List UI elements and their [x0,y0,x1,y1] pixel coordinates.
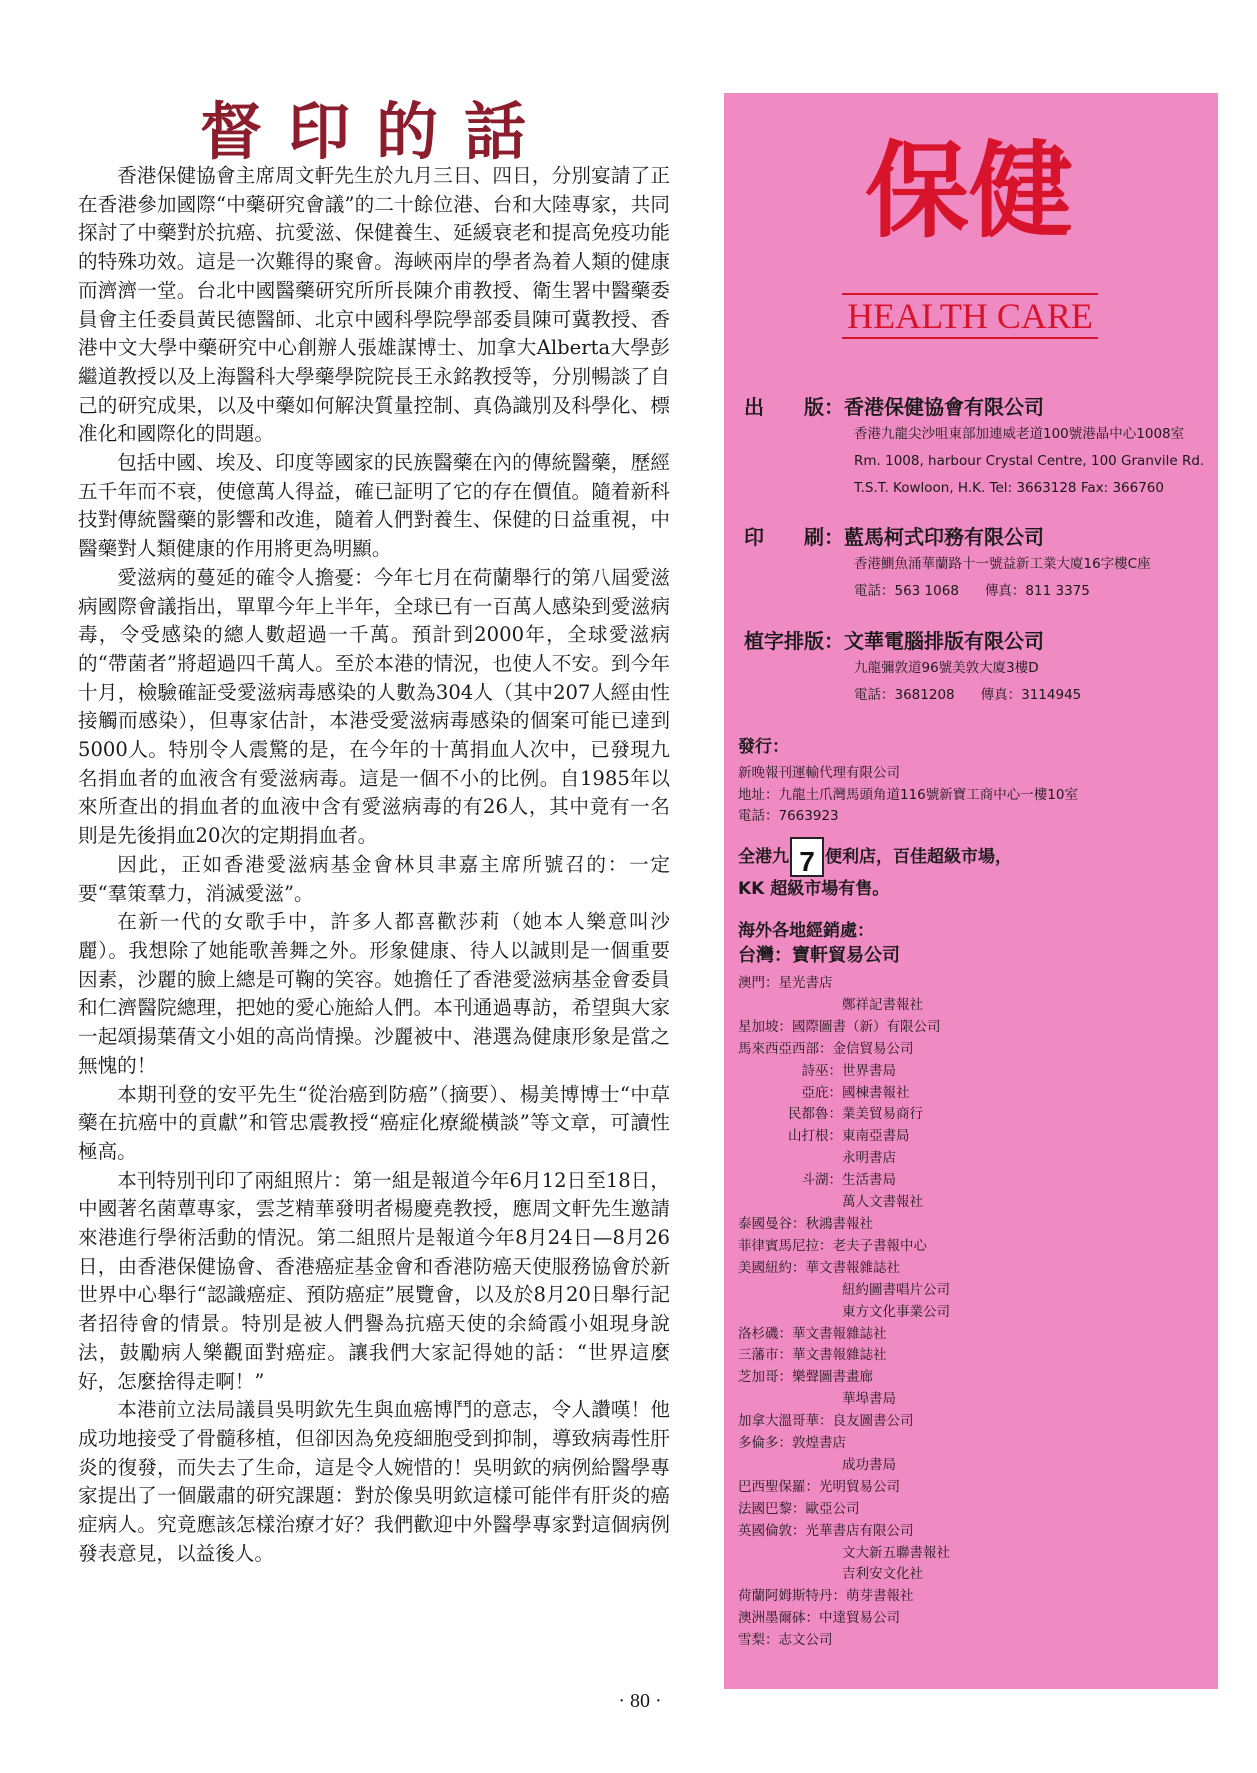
distributor-name: 金信貿易公司 [832,1040,914,1057]
typesetter-name: 文華電腦排版有限公司 [844,629,1044,653]
distributor-row [738,1236,1208,1258]
distributor-row [738,1083,1208,1105]
retail-block [738,837,1208,901]
distributor-row [738,1389,1208,1411]
distributor-row [738,1345,1208,1367]
distributor-row [738,1104,1208,1126]
typesetter-address: 九龍彌敦道96號美敦大廈3樓D [854,660,1039,676]
distributor-row [738,1521,1208,1543]
distributor-name: 萬人文書報社 [842,1194,923,1211]
distribution-company: 新晚報刊運輸代理有限公司 [738,765,900,781]
publisher-block [744,393,1204,502]
article-paragraph: 香港保健協會主席周文軒先生於九月三日、四日，分別宴請了正在香港參加國際“中藥研究會議”的二十餘位港、台和大陸專家，共同探討了中藥對於抗癌、抗愛滋、保健養生、延緩衰老和提高免疫功能的特殊功效。這是一次難得的聚會。海峽兩岸的學者為着人類的健康而濟濟一堂。台北中國醫藥研究所所長陳介甫教授、衛生署中醫藥委員會主任委員黃民德醫師、北京中國科學院學部委員陳可冀教授、香港中文大學中藥研究中心創辦人張雄謀博士、加拿大Alberta大學彭繼道教授以及上海醫科大學藥學院院長王永銘教授等，分別暢談了自己的研究成果，以及中藥如何解決質量控制、真偽識別及科學化、標准化和國際化的問題。 [78,164,670,446]
distributor-row [738,1170,1208,1192]
distributor-name: 星光書店 [778,975,833,991]
distributor-region: 三藩市： [738,1347,792,1364]
distributor-name: 良友圖書公司 [832,1413,914,1430]
distributor-name: 敦煌書店 [792,1435,846,1452]
distributor-row [738,1367,1208,1389]
overseas-taiwan: 台灣：寶軒貿易公司 [738,945,900,966]
retail-text-after: 便利店，百佳超級市場， [825,847,1012,867]
distributor-name: 華埠書局 [842,1391,896,1408]
article-paragraph: 包括中國、埃及、印度等國家的民族醫藥在內的傳統醫藥，歷經五千年而不衰，使億萬人得益，確已証明了它的存在價值。隨着新科技對傳統醫藥的影響和改進，隨着人們對養生、保健的日益重視，中醫藥對人類健康的作用將更為明顯。 [78,451,670,561]
distributor-region: 洛杉磯： [738,1325,792,1342]
article-body [78,162,670,1568]
distributor-name: 華文書報雜誌社 [792,1347,887,1364]
distributor-name: 光明貿易公司 [819,1478,900,1495]
distributor-region: 星加坡： [738,1018,792,1035]
distributor-region: 雪梨： [738,1632,779,1649]
distributor-name: 成功書局 [842,1456,896,1473]
distributor-name: 東方文化事業公司 [842,1303,950,1320]
distributor-region: 斗湖： [801,1172,842,1189]
distributor-row [738,1543,1208,1565]
distributor-name: 鄭祥記書報社 [842,996,923,1013]
retail-text-before: 全港九 [738,847,789,867]
distributor-row [738,1148,1208,1170]
distributor-name: 世界書局 [842,1062,896,1079]
overseas-distributor-list [738,973,1208,1652]
distributor-row [738,1039,1208,1061]
distributor-name: 光華書店有限公司 [805,1522,914,1539]
distributor-row [738,1630,1208,1652]
distributor-region: 馬來西亞西部： [738,1040,833,1057]
distributor-name: 華文書報雜誌社 [805,1259,900,1276]
distributor-row [738,1433,1208,1455]
article-paragraph: 本期刊登的安平先生“從治癌到防癌”（摘要）、楊美博博士“中草藥在抗癌中的貢獻”和管忠震教授“癌症化療縱橫談”等文章，可讀性極高。 [78,1082,670,1163]
publisher-address-cn: 香港九龍尖沙咀東部加連威老道100號港晶中心1008室 [854,426,1185,442]
distributor-name: 永明書店 [842,1150,896,1167]
publisher-contact: T.S.T. Kowloon, H.K. Tel: 3663128 Fax: 366760 [854,480,1164,496]
typesetter-block [744,627,1204,709]
distributor-row [738,1586,1208,1608]
distributor-row [738,1324,1208,1346]
distributor-row [738,1214,1208,1236]
distribution-address: 地址：九龍土爪灣馬頭角道116號新寶工商中心一樓10室 [738,786,1078,803]
distributor-row [738,1455,1208,1477]
magazine-logo-chinese: 保健 [864,129,1073,252]
distributor-name: 國際圖書（新）有限公司 [792,1018,941,1035]
overseas-block [738,919,1208,1652]
printer-block [744,523,1204,605]
distributor-region: 菲律賓馬尼拉： [738,1237,833,1254]
printer-name: 藍馬柯式印務有限公司 [844,525,1044,549]
distributor-row [738,995,1208,1017]
distributor-name: 秋鴻書報社 [805,1215,873,1232]
masthead-panel [724,93,1218,1689]
distributor-region: 民都魯： [788,1106,842,1123]
distributor-row [738,1126,1208,1148]
distributor-row [738,1192,1208,1214]
distributor-name: 華文書報雜誌社 [792,1325,887,1342]
magazine-logo-english: HEALTH CARE [842,293,1098,339]
distributor-row [738,1564,1208,1586]
distributor-region: 詩巫： [801,1062,842,1079]
article-paragraph: 本港前立法局議員吳明欽先生與血癌博鬥的意志，令人讚嘆！他成功地接受了骨髓移植，但卻因為免疫細胞受到抑制，導致病毒性肝炎的復發，而失去了生命，這是令人婉惜的！吳明欽的病例給醫學專家提出了一個嚴肅的研究課題：對於像吳明欽這樣可能伴有肝炎的癌症病人。究竟應該怎樣治療才好？我們歡迎中外醫學專家對這個病例發表意見，以益後人。 [78,1398,670,1565]
article-paragraph: 因此，正如香港愛滋病基金會林貝聿嘉主席所號召的：一定要“羣策羣力，消滅愛滋”。 [78,852,670,905]
publisher-name: 香港保健協會有限公司 [844,395,1044,419]
distributor-region: 加拿大溫哥華： [738,1413,833,1430]
distribution-label: 發行： [738,737,789,757]
distributor-name: 東南亞書局 [842,1128,910,1145]
overseas-label: 海外各地經銷處： [738,921,874,941]
typesetter-tel: 電話：3681208 [854,687,955,703]
distributor-region: 巴西聖保羅： [738,1478,819,1495]
distributor-name: 萌芽書報社 [846,1588,914,1605]
distributor-region: 澳洲墨爾砵： [738,1610,819,1627]
article-paragraph: 在新一代的女歌手中，許多人都喜歡莎莉（她本人樂意叫沙麗）。我想除了她能歌善舞之外。形象健康、待人以誠則是一個重要因素，沙麗的臉上總是可鞠的笑容。她擔任了香港愛滋病基金會委員和仁濟醫院總理，把她的愛心施給人們。本刊通過專訪，希望與大家一起頌揚葉蒨文小姐的高尚情操。沙麗被中、港選為健康形象是當之無愧的！ [78,910,670,1077]
distributor-row [738,1258,1208,1280]
distributor-name: 生活書局 [842,1172,896,1189]
printer-contact [854,578,1204,605]
distributor-name: 老夫子書報中心 [832,1237,927,1254]
article-paragraph: 愛滋病的蔓延的確令人擔憂：今年七月在荷蘭舉行的第八屆愛滋病國際會議指出，單單今年上半年，全球已有一百萬人感染到愛滋病毒，令受感染的總人數超過一千萬。預計到2000年，全球愛滋病的“帶菌者”將超過四千萬人。至於本港的情況，也使人不安。到今年十月，檢驗確証受愛滋病毒感染的人數為304人（其中207人經由性接觸而感染），但專家估計，本港受愛滋病毒感染的個案可能已達到5000人。特別令人震驚的是，在今年的十萬捐血人次中，已發現九名捐血者的血液含有愛滋病毒。這是一個不小的比例。自1985年以來所查出的捐血者的血液中含有愛滋病毒的有26人，其中竟有一名則是先後捐血20次的定期捐血者。 [78,565,670,848]
distributor-region: 山打根： [788,1128,842,1145]
distributor-region: 芝加哥： [738,1369,792,1386]
printer-fax: 傳真：811 3375 [984,583,1090,599]
distribution-tel: 電話：7663923 [738,808,839,825]
distributor-region: 多倫多： [738,1435,792,1452]
distributor-region: 法國巴黎： [738,1500,806,1517]
distributor-row [738,1017,1208,1039]
distributor-row [738,1302,1208,1324]
article-paragraph: 本刊特別刊印了兩組照片：第一組是報道今年6月12日至18日，中國著名菌蕈專家，雲芝精華發明者楊慶堯教授，應周文軒先生邀請來港進行學術活動的情況。第二組照片是報道今年8月24日—8月26日，由香港保健協會、香港癌症基金會和香港防癌天使服務協會於新世界中心舉行“認識癌症、預防癌症”展覽會，以及於8月20日舉行記者招待會的情景。特別是被人們譽為抗癌天使的余綺霞小姐現身說法，鼓勵病人樂觀面對癌症。讓我們大家記得她的話：“世界這麼好，怎麼捨得走啊！” [78,1168,670,1393]
distributor-name: 中達貿易公司 [819,1610,900,1627]
distributor-region: 亞庇： [801,1084,842,1101]
publisher-address-en: Rm. 1008, harbour Crystal Centre, 100 Granvile Rd. [854,453,1205,469]
distribution-block [738,735,1208,828]
distributor-row [738,1280,1208,1302]
typesetter-fax: 傳真：3114945 [980,687,1082,703]
article-title: 督印的話 [200,95,553,168]
page-number: · 80 · [618,1690,662,1712]
distributor-row [738,1061,1208,1083]
distributor-name: 志文公司 [778,1632,833,1649]
seven-eleven-logo-icon: 7 [790,837,824,877]
distributor-name: 紐約圖書唱片公司 [842,1281,950,1298]
typesetter-contact [854,682,1204,709]
distributor-name: 樂聲圖書畫廊 [792,1369,873,1386]
distributor-region: 泰國曼谷： [738,1215,806,1232]
distributor-region: 美國紐約： [738,1259,806,1276]
printer-label: 印 刷： [744,525,844,549]
distributor-row [738,1477,1208,1499]
typesetter-label: 植字排版： [744,629,844,653]
distributor-region: 英國倫敦： [738,1522,806,1539]
distributor-row [738,973,1208,995]
distributor-name: 業美貿易商行 [842,1106,923,1123]
distributor-row [738,1411,1208,1433]
distributor-region: 澳門： [738,975,779,991]
distributor-row [738,1499,1208,1521]
distributor-name: 文大新五聯書報社 [842,1544,950,1561]
publisher-label: 出 版： [744,395,844,419]
printer-address: 香港鰂魚涌華蘭路十一號益新工業大廈16字樓C座 [854,556,1151,572]
retail-line2: KK 超級市場有售。 [738,879,890,899]
printer-tel: 電話：563 1068 [854,583,959,599]
distributor-row [738,1608,1208,1630]
distributor-region: 荷蘭阿姆斯特丹： [738,1588,846,1605]
distributor-name: 歐亞公司 [805,1500,860,1517]
distributor-name: 吉利安文化社 [842,1566,923,1583]
distributor-name: 國棟書報社 [842,1084,910,1101]
